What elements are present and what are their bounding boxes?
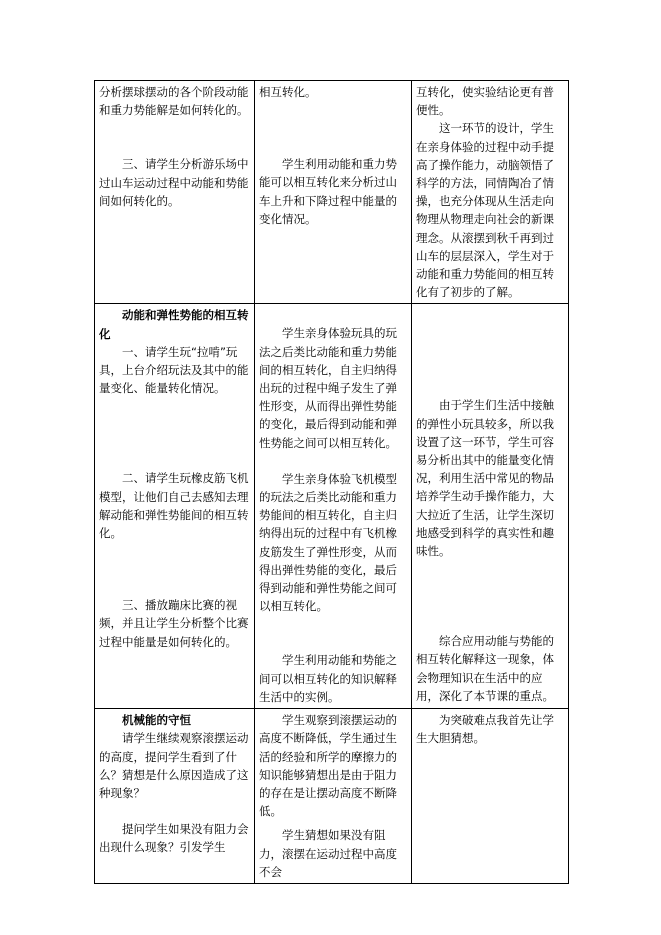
paragraph: 学生利用动能和势能之间可以相互转化的知识解释生活中的实例。 xyxy=(259,653,397,704)
paragraph: 互转化，使实验结论更有普便性。 xyxy=(416,85,554,118)
lesson-plan-table xyxy=(94,80,569,884)
paragraph: 三、请学生分析游乐场中过山车运动过程中动能和势能间如何转化的。 xyxy=(99,157,249,208)
paragraph: 三、播放蹦床比赛的视频，并且让学生分析整个比赛过程中能量是如何转化的。 xyxy=(99,598,249,649)
table-row xyxy=(95,304,569,709)
paragraph: 一、请学生玩“拉啃”玩具，上台介绍玩法及其中的能量变化、能量转化情况。 xyxy=(99,344,249,396)
teacher-activity-cell xyxy=(95,81,255,304)
paragraph: 由于学生们生活中接触的弹性小玩具较多，所以我设置了这一环节，学生可容易分析出其中的能量变化情况，利用生活中常见的物品培养学生动手操作能力，大大拉近了生活，让学生深切地感受到科学的真实性和趣味性。 xyxy=(416,398,554,559)
paragraph: 学生亲身体验玩具的玩法之后类比动能和重力势能间的相互转化，自主归纳得出玩的过程中绳子发生了弹性形变，从而得出弹性势能的变化，最后得到动能和弹性势能之间可以相互转化。 xyxy=(259,326,397,450)
design-intent-cell xyxy=(412,81,569,304)
student-activity-cell xyxy=(255,81,412,304)
paragraph: 学生观察到滚摆运动的高度不断降低，学生通过生活的经验和所学的摩擦力的知识能够猜想出是由于阻力的存在是让摆动高度不断降低。 xyxy=(259,713,397,819)
section-heading: 机械能的守恒 xyxy=(122,713,191,728)
paragraph: 二、请学生玩橡皮筋飞机模型，让他们自己去感知去理解动能和弹性势能间的相互转化。 xyxy=(99,471,249,541)
paragraph: 提问学生如果没有阻力会出现什么现象？引发学生 xyxy=(99,822,249,855)
student-activity-cell xyxy=(255,304,412,709)
student-activity-cell xyxy=(255,709,412,884)
paragraph: 为突破难点我首先让学生大胆猜想。 xyxy=(416,713,554,746)
paragraph: 学生亲身体验飞机模型的玩法之后类比动能和重力势能间的相互转化，自主归纳得出玩的过程中有飞机橡皮筋发生了弹性形变，从而得出弹性势能的变化，最后得到动能和弹性势能之间可以相互转化。 xyxy=(259,471,397,614)
paragraph: 学生猜想如果没有阻力，滚摆在运动过程中高度不会 xyxy=(259,828,397,879)
paragraph: 综合应用动能与势能的相互转化解释这一现象，体会物理知识在生活中的应用，深化了本节课的重点。 xyxy=(416,634,554,703)
paragraph: 分析摆球摆动的各个阶段动能和重力势能解是如何转化的。 xyxy=(99,85,249,118)
section-heading: 动能和弹性势能的相互转化 xyxy=(99,308,249,341)
paragraph: 这一环节的设计，学生在亲身体验的过程中动手提高了操作能力，动脑领悟了科学的方法，同情陶冶了情操，也充分体现从生活走向物理从物理走向社会的新课理念。从滚摆到秋千再到过山车的层层深入，学生对于动能和重力势能间的相互转化有了初步的了解。 xyxy=(416,121,554,300)
teacher-activity-cell xyxy=(95,709,255,884)
paragraph: 学生利用动能和重力势能可以相互转化来分析过山车上升和下降过程中能量的变化情况。 xyxy=(259,157,397,226)
paragraph: 相互转化。 xyxy=(259,85,317,99)
paragraph: 请学生继续观察滚摆运动的高度，提问学生看到了什么？猜想是什么原因造成了这种现象？ xyxy=(99,731,249,800)
design-intent-cell xyxy=(412,709,569,884)
design-intent-cell xyxy=(412,304,569,709)
table-row xyxy=(95,709,569,884)
teacher-activity-cell xyxy=(95,304,255,709)
table-row xyxy=(95,81,569,304)
